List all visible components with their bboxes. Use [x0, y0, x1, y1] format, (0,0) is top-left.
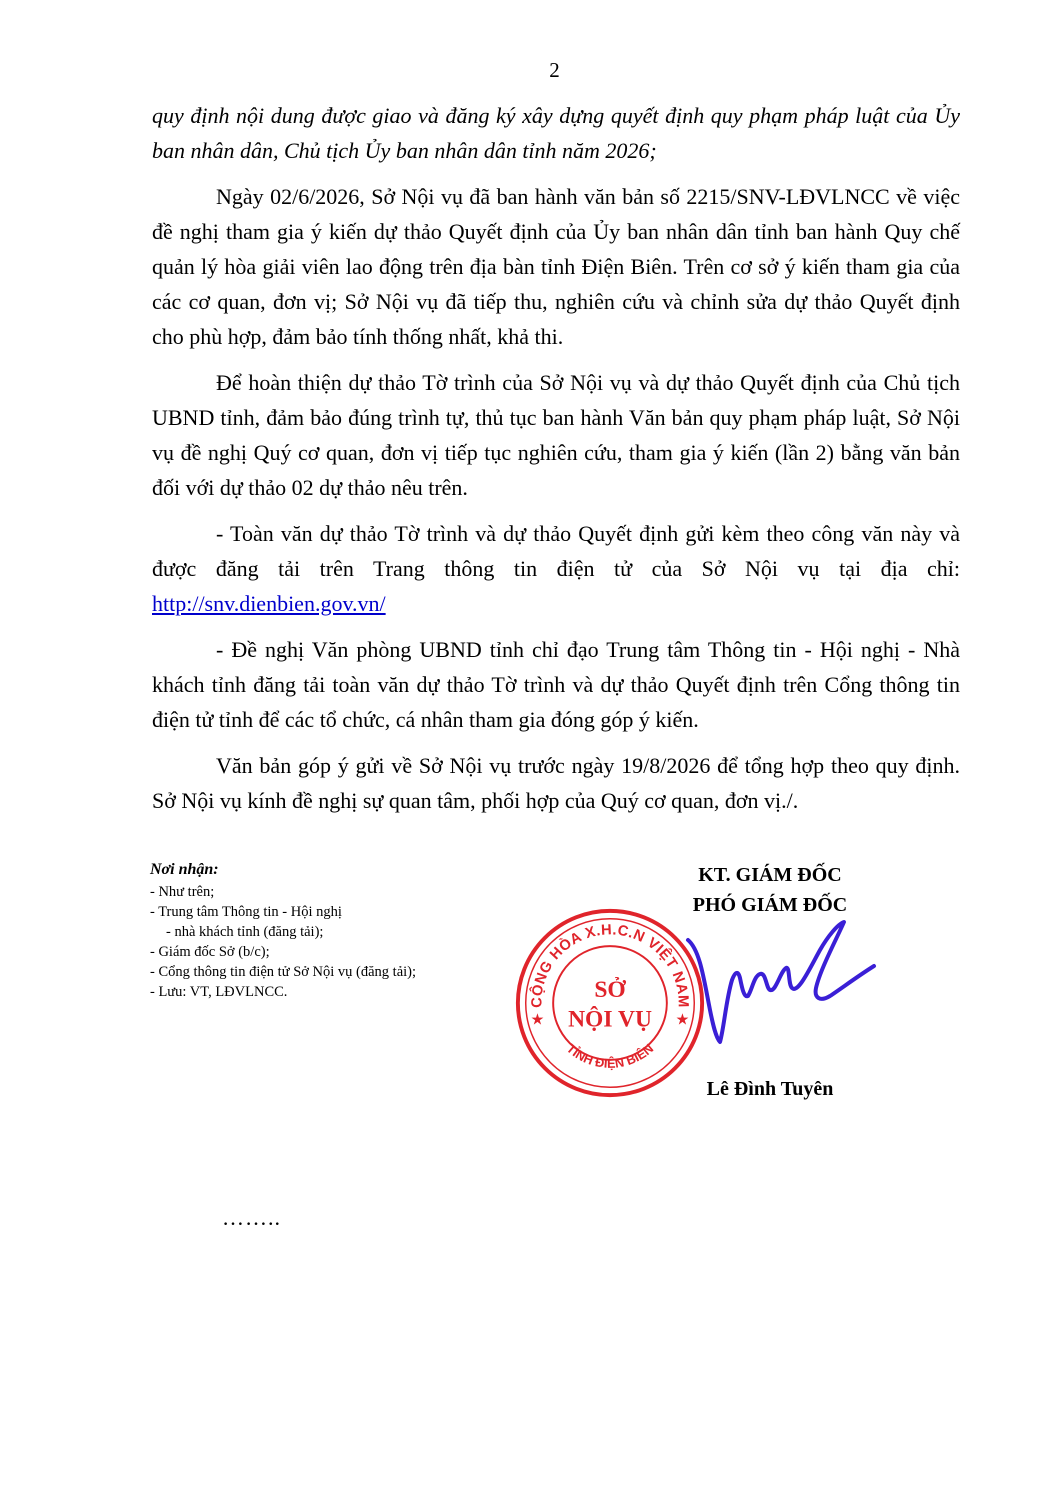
recipients-block [150, 860, 530, 1002]
recipient-item: - Giám đốc Sở (b/c); [150, 944, 270, 960]
trailing-dots: …….. [222, 1205, 281, 1230]
seal-bottom-text: TỈNH ĐIỆN BIÊN [563, 1040, 657, 1071]
seal-ring-text: CỘNG HÒA X.H.C.N VIỆT NAM [529, 922, 691, 1009]
recipient-item: - Như trên; [150, 884, 215, 900]
seal-center-line1: SỞ [594, 977, 626, 1004]
paragraph-2: Để hoàn thiện dự thảo Tờ trình của Sở Nội vụ và dự thảo Quyết định của Chủ tịch UBND tỉnh, đảm bảo đúng trình tự, thủ tục ban hành Văn bản quy phạm pháp luật, Sở Nội vụ đề nghị Quý cơ quan, đơn vị tiếp tục nghiên cứu, tham gia ý kiến (lần 2) bằng văn bản đối với dự thảo 02 dự thảo nêu trên. [152, 370, 960, 500]
paragraph-5: Văn bản góp ý gửi về Sở Nội vụ trước ngày 19/8/2026 để tổng hợp theo quy định. Sở Nội vụ kính đề nghị sự quan tâm, phối hợp của Quý cơ quan, đơn vị./. [152, 753, 960, 813]
recipient-item: - Trung tâm Thông tin - Hội nghị [150, 904, 342, 920]
seal-center-line2: NỘI VỤ [568, 1006, 652, 1033]
paragraph-4: - Đề nghị Văn phòng UBND tỉnh chỉ đạo Trung tâm Thông tin - Hội nghị - Nhà khách tỉnh đăng tải toàn văn dự thảo Tờ trình và dự thảo Quyết định trên Cổng thông tin điện tử tỉnh để các tổ chức, cá nhân tham gia đóng góp ý kiến. [152, 637, 960, 732]
recipient-item: - Cổng thông tin điện tử Sở Nội vụ (đăng tải); [150, 964, 417, 980]
signer-name: Lê Đình Tuyên [706, 1078, 834, 1100]
signature-title-line1: KT. GIÁM ĐỐC [698, 864, 842, 886]
recipient-sub-item: - nhà khách tỉnh (đăng tải); [166, 924, 324, 940]
official-seal [512, 905, 708, 1101]
intro-paragraph: quy định nội dung được giao và đăng ký xây dựng quyết định quy phạm pháp luật của Ủy ban nhân dân, Chủ tịch Ủy ban nhân dân tỉnh năm 2026; [152, 103, 960, 163]
recipients-title: Nơi nhận: [150, 861, 219, 878]
website-link[interactable]: http://snv.dienbien.gov.vn/ [152, 591, 386, 616]
paragraph-3 [152, 516, 960, 621]
seal-star-right: ★ [675, 1011, 690, 1029]
page-number: 2 [549, 58, 560, 82]
recipient-item: - Lưu: VT, LĐVLNCC. [150, 984, 288, 1000]
signature-title-line2: PHÓ GIÁM ĐỐC [692, 894, 848, 916]
paragraph-3-text: - Toàn văn dự thảo Tờ trình và dự thảo Quyết định gửi kèm theo công văn này và được đăng tải trên Trang thông tin điện tử của Sở Nội vụ tại địa chỉ: [152, 521, 960, 581]
handwritten-signature [680, 910, 880, 1050]
seal-star-left: ★ [530, 1011, 545, 1029]
paragraph-1: Ngày 02/6/2026, Sở Nội vụ đã ban hành văn bản số 2215/SNV-LĐVLNCC về việc đề nghị tham gia ý kiến dự thảo Quyết định của Ủy ban nhân dân tỉnh ban hành Quy chế quản lý hòa giải viên lao động trên địa bàn tỉnh Điện Biên. Trên cơ sở ý kiến tham gia của các cơ quan, đơn vị; Sở Nội vụ đã tiếp thu, nghiên cứu và chỉnh sửa dự thảo Quyết định cho phù hợp, đảm bảo tính thống nhất, khả thi. [152, 184, 960, 349]
document-body [152, 98, 960, 829]
